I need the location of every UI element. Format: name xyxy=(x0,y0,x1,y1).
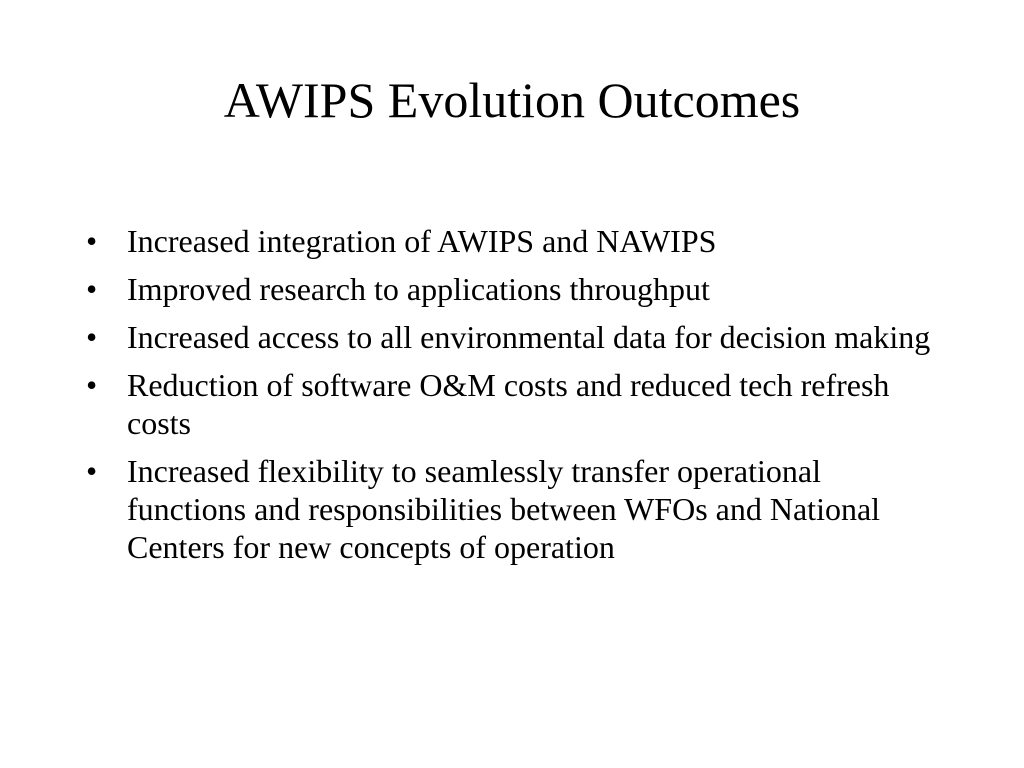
bullet-icon: • xyxy=(86,271,98,307)
bullet-item-1 xyxy=(86,222,946,260)
bullet-icon: • xyxy=(86,223,98,259)
bullet-item-3 xyxy=(86,318,946,356)
bullet-list xyxy=(86,222,946,576)
bullet-text-1: Increased integration of AWIPS and NAWIPS xyxy=(127,223,717,259)
bullet-text-2: Improved research to applications throughput xyxy=(127,271,710,307)
bullet-text-5: Increased flexibility to seamlessly transfer operational functions and responsibilities between WFOs and National Centers for new concepts of operation xyxy=(127,453,881,565)
bullet-item-5 xyxy=(86,452,946,566)
bullet-icon: • xyxy=(86,319,98,355)
bullet-icon: • xyxy=(86,453,98,489)
slide-title: AWIPS Evolution Outcomes xyxy=(223,72,801,128)
bullet-text-4: Reduction of software O&M costs and reduced tech refresh costs xyxy=(127,367,890,441)
bullet-icon: • xyxy=(86,367,98,403)
bullet-item-4 xyxy=(86,366,946,442)
bullet-text-3: Increased access to all environmental data for decision making xyxy=(127,319,931,355)
bullet-item-2 xyxy=(86,270,946,308)
